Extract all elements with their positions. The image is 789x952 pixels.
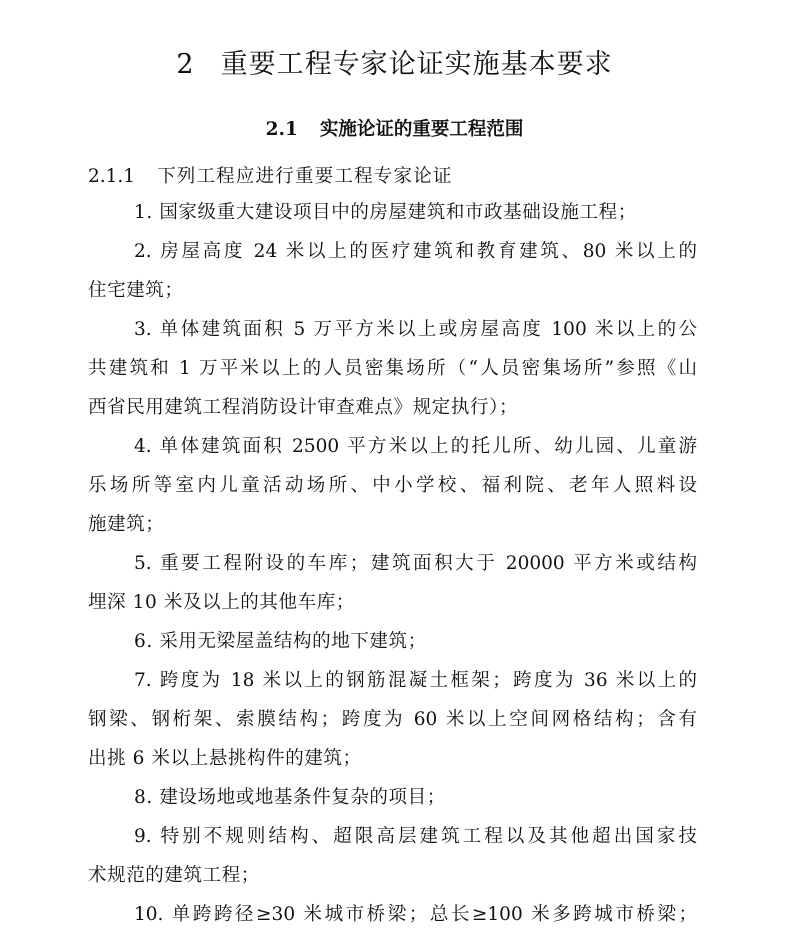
list-item-4-line-3: 施建筑； bbox=[88, 514, 165, 535]
list-item-7-line-3: 出挑 6 米以上悬挑构件的建筑； bbox=[88, 748, 362, 769]
list-item-3-line-2: 共建筑和 1 万平米以上的人员密集场所（“人员密集场所”参照《山 bbox=[88, 358, 697, 379]
chapter-heading bbox=[0, 42, 789, 81]
clause-text: 下列工程应进行重要工程专家论证 bbox=[157, 166, 453, 187]
section-number: 2.1 bbox=[265, 119, 298, 140]
list-item-4-line-2: 乐场所等室内儿童活动场所、中小学校、福利院、老年人照料设 bbox=[88, 475, 697, 496]
list-item-5-line-2: 埋深 10 米及以上的其他车库； bbox=[88, 592, 355, 613]
section-heading bbox=[0, 115, 789, 141]
list-item-1-line-1: 1. 国家级重大建设项目中的房屋建筑和市政基础设施工程； bbox=[134, 202, 637, 223]
list-item-3-line-3: 西省民用建筑工程消防设计审查难点》规定执行）； bbox=[88, 397, 519, 418]
chapter-title-text: 重要工程专家论证实施基本要求 bbox=[220, 49, 613, 80]
chapter-number: 2 bbox=[176, 49, 195, 80]
list-item-9-line-1: 9. 特别不规则结构、超限高层建筑工程以及其他超出国家技 bbox=[134, 826, 697, 847]
list-item-7-line-1: 7. 跨度为 18 米以上的钢筋混凝土框架；跨度为 36 米以上的 bbox=[134, 670, 697, 691]
list-item-3-line-1: 3. 单体建筑面积 5 万平方米以上或房屋高度 100 米以上的公 bbox=[134, 319, 697, 340]
list-item-9-line-2: 术规范的建筑工程； bbox=[88, 865, 260, 886]
clause-number: 2.1.1 bbox=[88, 166, 136, 187]
list-item-4-line-1: 4. 单体建筑面积 2500 平方米以上的托儿所、幼儿园、儿童游 bbox=[134, 436, 697, 457]
list-item-2-line-1: 2. 房屋高度 24 米以上的医疗建筑和教育建筑、80 米以上的 bbox=[134, 241, 697, 262]
list-item-10-line-1: 10. 单跨跨径≥30 米城市桥梁；总长≥100 米多跨城市桥梁； bbox=[134, 904, 697, 925]
clause-heading bbox=[88, 162, 453, 188]
list-item-6-line-1: 6. 采用无梁屋盖结构的地下建筑； bbox=[134, 631, 427, 652]
list-item-8-line-1: 8. 建设场地或地基条件复杂的项目； bbox=[134, 787, 446, 808]
section-title-text: 实施论证的重要工程范围 bbox=[319, 119, 524, 140]
list-item-5-line-1: 5. 重要工程附设的车库；建筑面积大于 20000 平方米或结构 bbox=[134, 553, 697, 574]
list-item-7-line-2: 钢梁、钢桁架、索膜结构；跨度为 60 米以上空间网格结构；含有 bbox=[88, 709, 697, 730]
list-item-2-line-2: 住宅建筑； bbox=[88, 280, 184, 301]
